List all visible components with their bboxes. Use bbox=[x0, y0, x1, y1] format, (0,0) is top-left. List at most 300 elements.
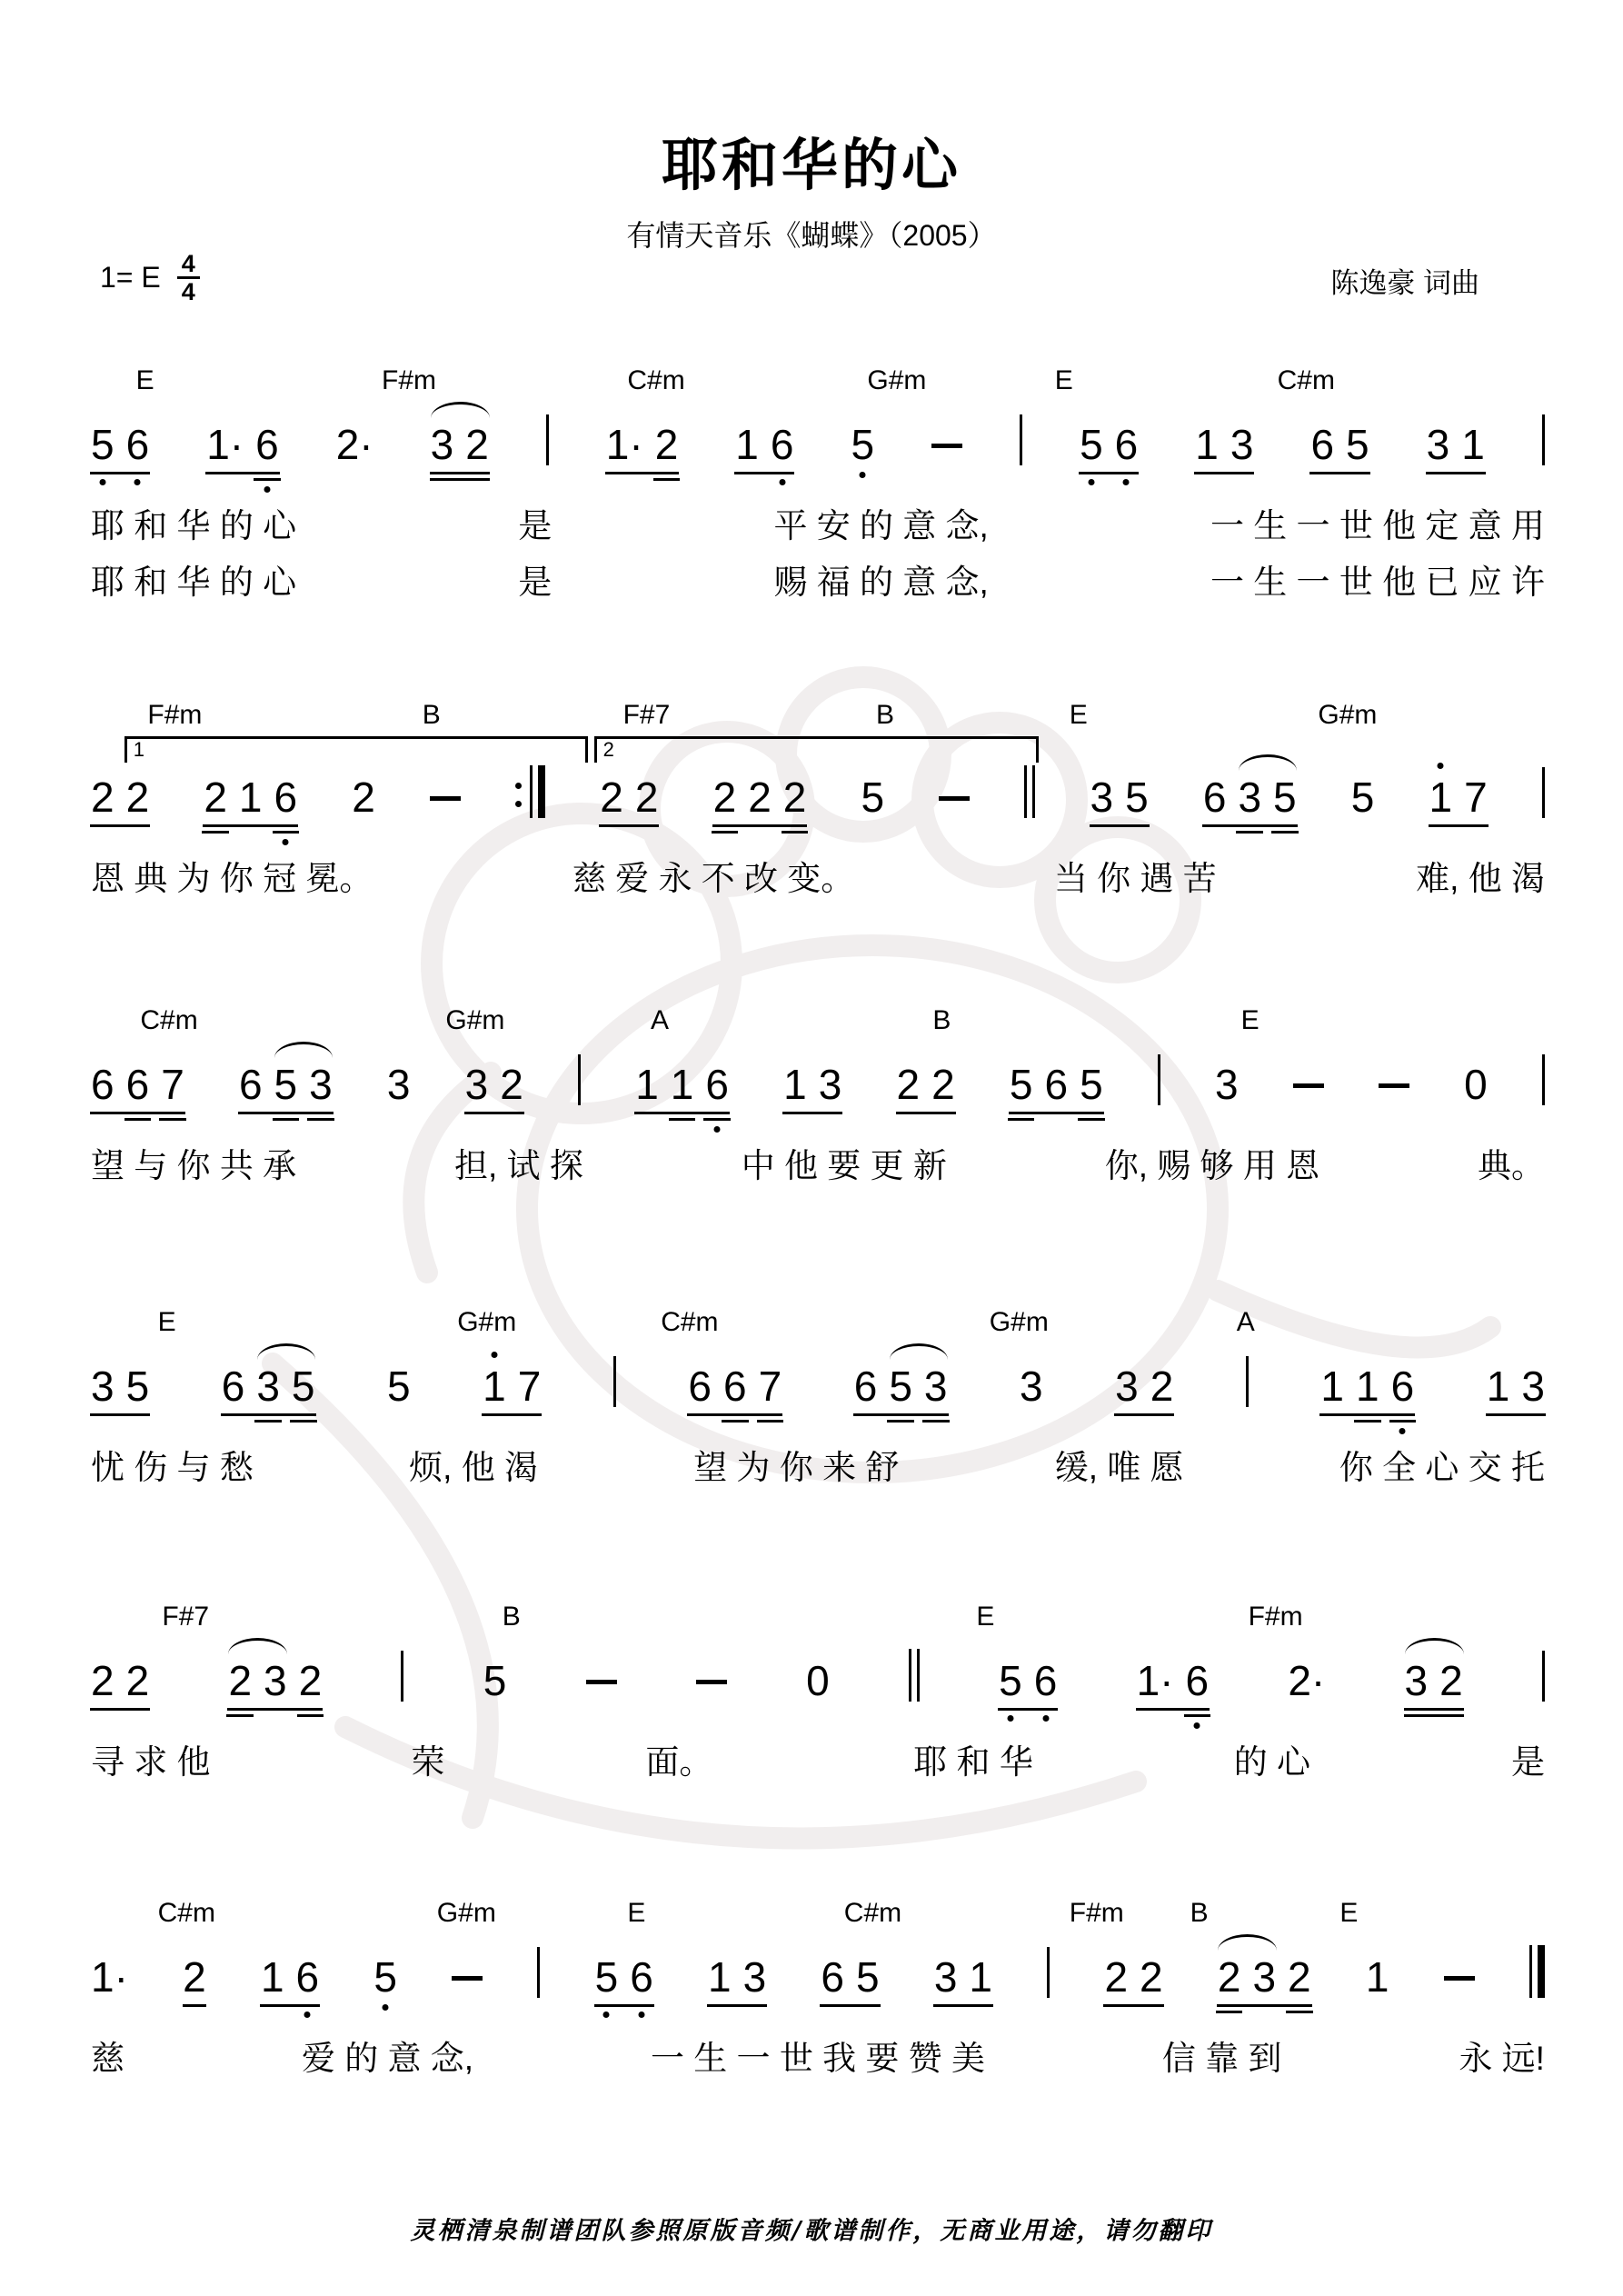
beamed-note-group bbox=[1310, 421, 1369, 468]
beamed-note-group bbox=[206, 421, 279, 468]
note-digit: 5 bbox=[1125, 774, 1149, 821]
lyric-segment: 恩 典 为 你 冠 冕。 bbox=[91, 860, 373, 897]
note-digit: 1 bbox=[1320, 1363, 1344, 1410]
note-digit: 6 bbox=[125, 421, 150, 468]
note bbox=[464, 1061, 489, 1108]
note-digit: 2 bbox=[712, 774, 737, 821]
low-octave-dot bbox=[383, 2004, 389, 2011]
beam-line bbox=[430, 472, 490, 474]
note bbox=[465, 421, 489, 468]
beam-line bbox=[599, 824, 659, 827]
chord-label: E bbox=[135, 365, 154, 395]
eighth-beam bbox=[183, 2004, 206, 2007]
sixteenth-beam bbox=[307, 1118, 334, 1121]
slur-arc bbox=[1218, 1934, 1277, 1951]
note-digit: 6 bbox=[723, 1363, 747, 1410]
chord-label: E bbox=[1240, 1005, 1260, 1035]
song-title: 耶和华的心 bbox=[661, 135, 961, 197]
lyric-line bbox=[91, 858, 1545, 900]
note-digit: 2 bbox=[1150, 1363, 1174, 1410]
note-digit: 3 bbox=[933, 1953, 958, 2001]
lyric-segment: 望 与 你 共 承 bbox=[91, 1147, 297, 1184]
lyric-segment: 是 bbox=[518, 507, 553, 544]
chord-row bbox=[91, 1298, 1545, 1338]
beam-line bbox=[998, 1708, 1058, 1711]
note bbox=[255, 421, 279, 468]
chord-label: B bbox=[932, 1005, 951, 1035]
lyrics bbox=[91, 1447, 1545, 1489]
beamed-note-group bbox=[600, 774, 659, 821]
chord-label: C#m bbox=[157, 1898, 215, 1928]
note bbox=[1195, 421, 1219, 468]
beam-line bbox=[734, 472, 794, 474]
beamed-note-group bbox=[91, 774, 150, 821]
note bbox=[634, 774, 659, 821]
note bbox=[1140, 1953, 1163, 2001]
note bbox=[705, 1061, 729, 1108]
sixteenth-beam bbox=[1008, 1118, 1035, 1121]
lyrics bbox=[91, 2038, 1545, 2080]
duration-dash bbox=[586, 1680, 617, 1684]
beam-line bbox=[853, 1413, 949, 1416]
beam-line bbox=[1103, 2004, 1163, 2007]
beamed-note-group bbox=[221, 1363, 315, 1410]
note-digit: 5 bbox=[125, 1363, 150, 1410]
note bbox=[806, 1657, 830, 1704]
lyric-segment: 典。 bbox=[1478, 1147, 1545, 1184]
note-digit: 5 bbox=[387, 1363, 411, 1410]
note-digit: 6 bbox=[221, 1363, 245, 1410]
beam-line bbox=[482, 1413, 542, 1416]
note bbox=[295, 1953, 320, 2001]
slur-arc bbox=[257, 1343, 315, 1360]
lyric-line bbox=[91, 1447, 1545, 1489]
barline bbox=[1158, 1054, 1160, 1105]
beamed-note-group bbox=[1195, 421, 1254, 468]
chord-label: C#m bbox=[627, 365, 685, 395]
beam-line bbox=[896, 1112, 956, 1114]
sixteenth-beam bbox=[1216, 2011, 1243, 2013]
beamed-note-group bbox=[783, 1061, 842, 1108]
beam-line bbox=[933, 2004, 993, 2007]
beam-line bbox=[238, 1112, 334, 1114]
sixteenth-beam bbox=[273, 1118, 300, 1121]
note-digit: 6 bbox=[1390, 1363, 1415, 1410]
note-digit: 3 bbox=[91, 1363, 115, 1410]
beamed-note-group bbox=[1115, 1363, 1174, 1410]
barline bbox=[1047, 1947, 1050, 1998]
lyrics bbox=[91, 858, 1545, 900]
lyric-segment: 信 靠 到 bbox=[1161, 2040, 1282, 2077]
note bbox=[1365, 1953, 1389, 2001]
sixteenth-beam bbox=[1078, 1118, 1105, 1121]
low-octave-dot bbox=[1088, 479, 1094, 485]
note bbox=[1390, 1363, 1415, 1410]
beamed-note-group bbox=[483, 1363, 542, 1410]
lyric-segment: 你 全 心 交 托 bbox=[1339, 1449, 1545, 1486]
note bbox=[1404, 1657, 1429, 1704]
note bbox=[821, 1953, 844, 2001]
lyric-segment: 一 生 一 世 他 定 意 用 bbox=[1210, 507, 1545, 544]
note-digit: 6 bbox=[1033, 1657, 1058, 1704]
slur-arc bbox=[890, 1343, 948, 1360]
lyric-segment: 面。 bbox=[645, 1743, 713, 1781]
lyric-segment: 缓, 唯 愿 bbox=[1054, 1449, 1184, 1486]
note-digit: 3 bbox=[464, 1061, 489, 1108]
lyric-segment: 中 他 要 更 新 bbox=[741, 1147, 947, 1184]
note bbox=[782, 774, 807, 821]
note-digit: 7 bbox=[1464, 774, 1488, 821]
beam-line bbox=[634, 1112, 730, 1114]
note bbox=[851, 421, 875, 468]
note-digit: 5 bbox=[291, 1363, 315, 1410]
note-digit: 2 bbox=[125, 774, 150, 821]
low-octave-dot bbox=[283, 839, 289, 845]
duration-dash bbox=[452, 1976, 483, 1981]
note-digit: 5 bbox=[1350, 774, 1375, 821]
barline bbox=[578, 1054, 581, 1105]
sixteenth-beam bbox=[757, 1420, 784, 1423]
lyric-line bbox=[91, 2038, 1545, 2080]
duration-dash bbox=[931, 444, 962, 448]
note-digit: 2· bbox=[1288, 1657, 1326, 1704]
double-barline bbox=[1024, 765, 1035, 818]
note-digit: 1 bbox=[260, 1953, 284, 2001]
lyric-segment: 耶 和 华 bbox=[913, 1743, 1033, 1781]
note bbox=[1426, 421, 1450, 468]
note bbox=[1080, 421, 1103, 468]
note bbox=[1238, 774, 1262, 821]
note bbox=[1150, 1363, 1174, 1410]
note-digit: 2 bbox=[600, 774, 623, 821]
low-octave-dot bbox=[714, 1126, 721, 1133]
note-digit: 2 bbox=[1104, 1953, 1129, 2001]
note-digit: 3 bbox=[386, 1061, 411, 1108]
chord-label: A bbox=[1236, 1307, 1255, 1337]
note bbox=[748, 774, 772, 821]
low-octave-dot bbox=[779, 479, 785, 485]
note-digit: 1 bbox=[635, 1061, 659, 1108]
note bbox=[298, 1657, 323, 1704]
note bbox=[1486, 1363, 1510, 1410]
chord-label: G#m bbox=[989, 1307, 1049, 1337]
system-5 bbox=[91, 1592, 1545, 1783]
beamed-note-group bbox=[1136, 1657, 1210, 1704]
note bbox=[1346, 421, 1369, 468]
note bbox=[228, 1657, 253, 1704]
low-octave-dot bbox=[603, 2011, 610, 2018]
beamed-note-group bbox=[1320, 1363, 1415, 1410]
note bbox=[387, 1363, 411, 1410]
low-octave-dot bbox=[134, 479, 141, 485]
note bbox=[91, 1061, 115, 1108]
note bbox=[238, 774, 263, 821]
chord-label: G#m bbox=[445, 1005, 505, 1035]
beamed-note-group bbox=[91, 421, 150, 468]
lyric-segment: 耶 和 华 的 心 bbox=[91, 507, 297, 544]
note-digit: 6 bbox=[705, 1061, 729, 1108]
beam-line bbox=[782, 1112, 842, 1114]
note bbox=[861, 774, 885, 821]
high-octave-dot bbox=[1438, 763, 1444, 769]
note bbox=[818, 1061, 842, 1108]
barline bbox=[401, 1651, 403, 1702]
chord-label: F#m bbox=[1248, 1602, 1303, 1632]
lyric-segment: 荣 bbox=[411, 1743, 445, 1781]
note bbox=[670, 1061, 694, 1108]
note bbox=[91, 774, 115, 821]
note bbox=[274, 774, 298, 821]
sixteenth-beam bbox=[1184, 1714, 1211, 1717]
chord-label: B bbox=[876, 700, 895, 730]
duration-dash bbox=[1293, 1083, 1324, 1088]
footer-note: 灵栖清泉制谱团队参照原版音频/歌谱制作，无商业用途，请勿翻印 bbox=[410, 2217, 1213, 2245]
beam-line bbox=[260, 2004, 320, 2007]
beamed-note-group bbox=[91, 1657, 150, 1704]
chord-label: G#m bbox=[1318, 700, 1378, 730]
note-digit: 6 bbox=[1114, 421, 1139, 468]
note bbox=[1217, 1953, 1241, 2001]
note bbox=[291, 1363, 315, 1410]
low-octave-dot bbox=[638, 2011, 644, 2018]
lyric-segment: 一 生 一 世 他 已 应 许 bbox=[1210, 564, 1545, 602]
beamed-note-group bbox=[91, 1363, 150, 1410]
note-digit: 2 bbox=[1217, 1953, 1241, 2001]
note bbox=[654, 421, 679, 468]
note bbox=[1320, 1363, 1344, 1410]
note-digit: 2 bbox=[183, 1953, 206, 2001]
low-octave-dot bbox=[1399, 1428, 1406, 1434]
note bbox=[1273, 774, 1297, 821]
note bbox=[260, 1953, 284, 2001]
note bbox=[125, 1657, 150, 1704]
lyric-segment: 赐 福 的 意 念, bbox=[773, 564, 989, 602]
note-digit: 1 bbox=[1365, 1953, 1389, 2001]
note-row bbox=[91, 420, 1545, 468]
chord-label: A bbox=[651, 1005, 670, 1035]
lyric-segment: 永 远! bbox=[1459, 2040, 1545, 2077]
note bbox=[125, 1061, 150, 1108]
beamed-note-group bbox=[688, 1363, 782, 1410]
lyric-segment: 一 生 一 世 我 要 赞 美 bbox=[651, 2040, 985, 2077]
note bbox=[600, 774, 623, 821]
beam-line bbox=[90, 824, 150, 827]
system-3 bbox=[91, 996, 1545, 1187]
duration-dash bbox=[939, 796, 970, 801]
note bbox=[204, 774, 227, 821]
note bbox=[896, 1061, 921, 1108]
beamed-note-group bbox=[260, 1953, 320, 2001]
note-digit: 3 bbox=[1230, 421, 1254, 468]
sixteenth-beam bbox=[653, 478, 681, 481]
note bbox=[1020, 1363, 1043, 1410]
lyric-segment: 是 bbox=[518, 564, 553, 602]
repeat-barline bbox=[515, 765, 545, 818]
note-digit: 1 bbox=[1356, 1363, 1379, 1410]
low-octave-dot bbox=[99, 479, 105, 485]
note bbox=[206, 421, 244, 468]
lyric-segment: 难, 他 渴 bbox=[1416, 860, 1545, 897]
low-octave-dot bbox=[264, 486, 270, 493]
system-2 bbox=[91, 691, 1545, 900]
note bbox=[1080, 1061, 1103, 1108]
note-digit: 3 bbox=[742, 1953, 767, 2001]
slur-arc bbox=[1405, 1638, 1464, 1654]
note bbox=[183, 1953, 206, 2001]
note-digit: 6 bbox=[853, 1363, 878, 1410]
low-octave-dot bbox=[1042, 1715, 1049, 1722]
beam-line bbox=[1486, 1413, 1546, 1416]
chord-label: F#m bbox=[1069, 1898, 1124, 1928]
beamed-note-group bbox=[712, 774, 807, 821]
note bbox=[708, 1953, 732, 2001]
beamed-note-group bbox=[1404, 1657, 1463, 1704]
chord-label: B bbox=[502, 1602, 521, 1632]
sixteenth-beam bbox=[254, 478, 281, 481]
note-digit: 5 bbox=[274, 1061, 298, 1108]
beamed-note-group bbox=[999, 1657, 1058, 1704]
note-digit: 1· bbox=[605, 421, 643, 468]
note bbox=[125, 421, 150, 468]
note-digit: 6 bbox=[688, 1363, 712, 1410]
chord-label: B bbox=[1190, 1898, 1209, 1928]
note bbox=[500, 1061, 523, 1108]
note bbox=[889, 1363, 912, 1410]
barline bbox=[1246, 1356, 1249, 1407]
lyric-segment: 担, 试 探 bbox=[454, 1147, 583, 1184]
low-octave-dot bbox=[1194, 1722, 1200, 1729]
note bbox=[1521, 1363, 1545, 1410]
note bbox=[1104, 1953, 1129, 2001]
note-digit: 2 bbox=[782, 774, 807, 821]
note bbox=[483, 1363, 506, 1410]
note bbox=[723, 1363, 747, 1410]
song-subtitle: 有情天音乐《蝴蝶》（2005） bbox=[626, 219, 997, 252]
note bbox=[483, 1657, 507, 1704]
note bbox=[1252, 1953, 1277, 2001]
note-digit: 2 bbox=[91, 1657, 115, 1704]
note bbox=[91, 1953, 128, 2001]
note-digit: 5 bbox=[1080, 421, 1103, 468]
note-digit: 2 bbox=[465, 421, 489, 468]
beam-line bbox=[712, 824, 808, 827]
sixteenth-beam bbox=[782, 831, 809, 834]
note bbox=[309, 1061, 333, 1108]
note-digit: 3 bbox=[1090, 774, 1114, 821]
note-digit: 3 bbox=[256, 1363, 280, 1410]
lyric-line bbox=[91, 505, 1545, 547]
chord-label: F#m bbox=[147, 700, 203, 730]
note-digit: 1· bbox=[91, 1953, 128, 2001]
note bbox=[1136, 1657, 1174, 1704]
note-digit: 3 bbox=[1238, 774, 1262, 821]
beam-line bbox=[707, 2004, 767, 2007]
beamed-note-group bbox=[1009, 1061, 1103, 1108]
note bbox=[742, 1953, 767, 2001]
repeat-dot bbox=[515, 801, 522, 807]
note bbox=[91, 421, 115, 468]
beam-line bbox=[221, 1413, 316, 1416]
note bbox=[238, 1061, 263, 1108]
repeat-dot bbox=[515, 783, 522, 789]
sixteenth-beam bbox=[669, 1118, 696, 1121]
system-4 bbox=[91, 1298, 1545, 1489]
note bbox=[1033, 1657, 1058, 1704]
lyric-segment: 寻 求 他 bbox=[91, 1743, 211, 1781]
slur-arc bbox=[431, 402, 490, 418]
lyric-segment: 烦, 他 渴 bbox=[409, 1449, 538, 1486]
note-row bbox=[91, 773, 1545, 821]
beamed-note-group bbox=[228, 1657, 323, 1704]
note bbox=[1202, 774, 1227, 821]
beam-line bbox=[1404, 1714, 1464, 1717]
note-digit: 2 bbox=[654, 421, 679, 468]
sixteenth-beam bbox=[722, 1420, 749, 1423]
chord-row bbox=[91, 1889, 1545, 1929]
beamed-note-group bbox=[1429, 774, 1488, 821]
note bbox=[1464, 774, 1488, 821]
chord-label: C#m bbox=[140, 1005, 198, 1035]
chord-label: G#m bbox=[457, 1307, 517, 1337]
note bbox=[256, 1363, 280, 1410]
lyric-segment: 是 bbox=[1510, 1743, 1545, 1781]
note bbox=[1090, 774, 1114, 821]
chord-label: F#7 bbox=[622, 700, 671, 730]
sixteenth-beam bbox=[1354, 1420, 1381, 1423]
time-signature-denominator: 4 bbox=[181, 278, 195, 306]
beam-line bbox=[1404, 1708, 1464, 1711]
note bbox=[161, 1061, 184, 1108]
note-digit: 5 bbox=[1346, 421, 1369, 468]
note-digit: 1 bbox=[1461, 421, 1485, 468]
sixteenth-beam bbox=[1236, 831, 1263, 834]
note-digit: 6 bbox=[238, 1061, 263, 1108]
note-digit: 3 bbox=[309, 1061, 333, 1108]
chord-label: E bbox=[157, 1307, 176, 1337]
beam-line bbox=[1217, 2004, 1312, 2007]
note bbox=[712, 774, 737, 821]
beamed-note-group bbox=[204, 774, 298, 821]
slur-arc bbox=[228, 1638, 287, 1654]
note-digit: 3 bbox=[818, 1061, 842, 1108]
note-digit: 1· bbox=[206, 421, 244, 468]
note bbox=[430, 421, 454, 468]
beamed-note-group bbox=[1217, 1953, 1311, 2001]
sixteenth-beam bbox=[703, 1118, 731, 1121]
chord-label: E bbox=[1069, 700, 1088, 730]
volta-bracket-2 bbox=[594, 736, 1039, 763]
beamed-note-group bbox=[635, 1061, 729, 1108]
note-digit: 6 bbox=[821, 1953, 844, 2001]
note bbox=[1356, 1363, 1379, 1410]
lyric-segment: 望 为 你 来 舒 bbox=[693, 1449, 900, 1486]
note bbox=[853, 1363, 878, 1410]
chord-row bbox=[91, 996, 1545, 1036]
volta-bracket-1 bbox=[124, 736, 588, 763]
final-barline bbox=[1529, 1945, 1545, 1998]
note-digit: 3 bbox=[923, 1363, 948, 1410]
note-row bbox=[91, 1952, 1545, 2001]
note-digit: 1 bbox=[783, 1061, 807, 1108]
note bbox=[931, 1061, 955, 1108]
beam-line bbox=[90, 1413, 150, 1416]
duration-dash bbox=[1444, 1976, 1475, 1981]
lyric-segment: 平 安 的 意 念, bbox=[773, 507, 989, 544]
lyric-segment: 慈 爱 永 不 改 变。 bbox=[572, 860, 855, 897]
chord-label: G#m bbox=[867, 365, 927, 395]
lyrics bbox=[91, 505, 1545, 604]
note bbox=[630, 1953, 653, 2001]
